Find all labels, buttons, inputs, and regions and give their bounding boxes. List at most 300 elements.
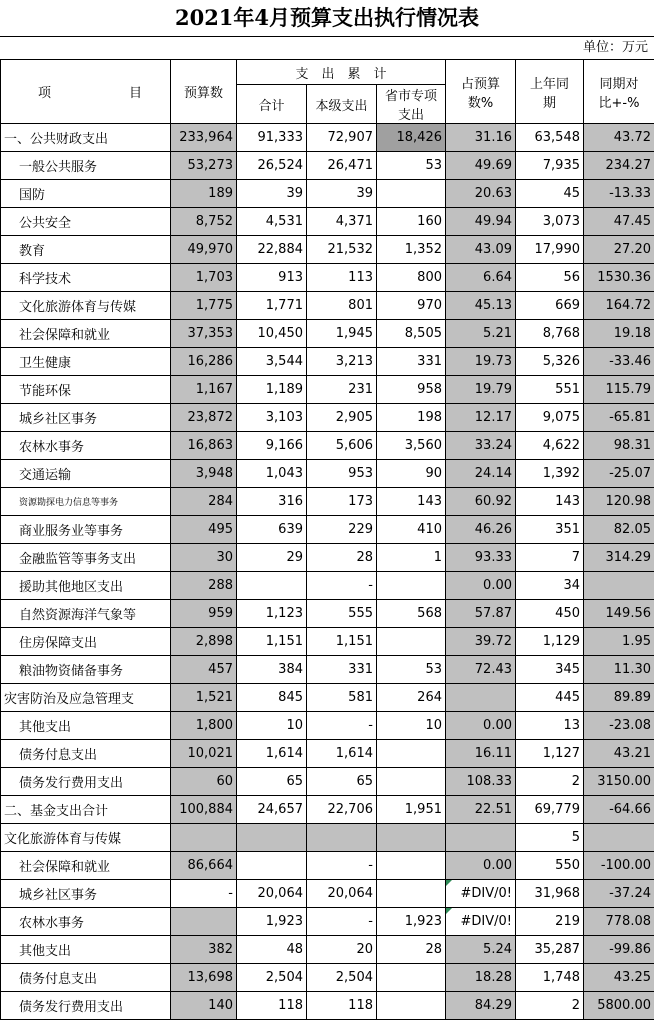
- cell-total: [237, 572, 307, 600]
- cell-last: 1,129: [516, 628, 584, 656]
- cell-last: 1,748: [516, 964, 584, 992]
- cell-last: 9,075: [516, 404, 584, 432]
- cell-last: 31,968: [516, 880, 584, 908]
- cell-yoy: 234.27: [584, 152, 654, 180]
- cell-last: 351: [516, 516, 584, 544]
- cell-total: 10,450: [237, 320, 307, 348]
- cell-last: 5: [516, 824, 584, 852]
- table-row: [1, 936, 654, 964]
- cell-special: 1,352: [377, 236, 446, 264]
- table-row: [1, 852, 654, 880]
- cell-local: 2,905: [307, 404, 377, 432]
- row-label: 农林水事务: [1, 908, 171, 936]
- cell-pct: 5.21: [446, 320, 516, 348]
- cell-pct: 19.73: [446, 348, 516, 376]
- cell-last: 5,326: [516, 348, 584, 376]
- cell-pct: 72.43: [446, 656, 516, 684]
- cell-budget: 233,964: [171, 124, 237, 152]
- cell-special: [377, 992, 446, 1020]
- header-pct: 占预算 数%: [446, 60, 516, 124]
- cell-special: [377, 964, 446, 992]
- cell-pct: 43.09: [446, 236, 516, 264]
- table-row: [1, 572, 654, 600]
- table-row: [1, 152, 654, 180]
- cell-special: 8,505: [377, 320, 446, 348]
- cell-total: 118: [237, 992, 307, 1020]
- cell-yoy: 164.72: [584, 292, 654, 320]
- cell-local: 20,064: [307, 880, 377, 908]
- row-label: 社会保障和就业: [1, 852, 171, 880]
- cell-budget: 30: [171, 544, 237, 572]
- cell-yoy: 89.89: [584, 684, 654, 712]
- cell-yoy: 1.95: [584, 628, 654, 656]
- cell-last: 551: [516, 376, 584, 404]
- cell-yoy: 149.56: [584, 600, 654, 628]
- row-label: 援助其他地区支出: [1, 572, 171, 600]
- row-label: 城乡社区事务: [1, 880, 171, 908]
- cell-total: 10: [237, 712, 307, 740]
- cell-special: 90: [377, 460, 446, 488]
- cell-local: 173: [307, 488, 377, 516]
- cell-budget: 23,872: [171, 404, 237, 432]
- table-row: [1, 684, 654, 712]
- cell-pct: 19.79: [446, 376, 516, 404]
- cell-pct: 57.87: [446, 600, 516, 628]
- cell-special: 53: [377, 656, 446, 684]
- cell-yoy: 43.25: [584, 964, 654, 992]
- cell-local: 113: [307, 264, 377, 292]
- cell-special: [377, 880, 446, 908]
- cell-total: 1,189: [237, 376, 307, 404]
- table-row: [1, 880, 654, 908]
- cell-pct: 22.51: [446, 796, 516, 824]
- table-row: [1, 740, 654, 768]
- cell-budget: 284: [171, 488, 237, 516]
- cell-total: 48: [237, 936, 307, 964]
- cell-yoy: -13.33: [584, 180, 654, 208]
- cell-special: [377, 852, 446, 880]
- cell-budget: 1,800: [171, 712, 237, 740]
- table-row: [1, 292, 654, 320]
- cell-total: 22,884: [237, 236, 307, 264]
- cell-local: 1,945: [307, 320, 377, 348]
- cell-budget: 37,353: [171, 320, 237, 348]
- cell-total: 913: [237, 264, 307, 292]
- row-label: 公共安全: [1, 208, 171, 236]
- cell-pct: 0.00: [446, 712, 516, 740]
- cell-budget: [171, 824, 237, 852]
- cell-yoy: 1530.36: [584, 264, 654, 292]
- cell-yoy: 47.45: [584, 208, 654, 236]
- cell-total: 1,771: [237, 292, 307, 320]
- cell-total: 3,103: [237, 404, 307, 432]
- cell-special: 160: [377, 208, 446, 236]
- cell-local: 21,532: [307, 236, 377, 264]
- cell-special: 331: [377, 348, 446, 376]
- row-label: 农林水事务: [1, 432, 171, 460]
- cell-total: 316: [237, 488, 307, 516]
- cell-budget: 189: [171, 180, 237, 208]
- cell-special: 10: [377, 712, 446, 740]
- cell-budget: 1,521: [171, 684, 237, 712]
- table-row: [1, 208, 654, 236]
- table-row: [1, 432, 654, 460]
- cell-local: 39: [307, 180, 377, 208]
- cell-budget: 86,664: [171, 852, 237, 880]
- cell-pct: 6.64: [446, 264, 516, 292]
- cell-yoy: -64.66: [584, 796, 654, 824]
- cell-last: 2: [516, 992, 584, 1020]
- cell-local: 3,213: [307, 348, 377, 376]
- cell-total: 1,123: [237, 600, 307, 628]
- cell-budget: 2,898: [171, 628, 237, 656]
- row-label: 商业服务业等事务: [1, 516, 171, 544]
- cell-total: 91,333: [237, 124, 307, 152]
- cell-pct: 93.33: [446, 544, 516, 572]
- table-row: [1, 768, 654, 796]
- header-cumulative: 支 出 累 计: [237, 60, 446, 85]
- table-row: [1, 348, 654, 376]
- cell-budget: 16,286: [171, 348, 237, 376]
- cell-special: 800: [377, 264, 446, 292]
- cell-pct: 108.33: [446, 768, 516, 796]
- cell-pct: 31.16: [446, 124, 516, 152]
- cell-pct: #DIV/0!: [446, 880, 516, 908]
- cell-local: [307, 824, 377, 852]
- table-row: [1, 824, 654, 852]
- cell-total: 1,614: [237, 740, 307, 768]
- cell-last: 35,287: [516, 936, 584, 964]
- cell-total: 26,524: [237, 152, 307, 180]
- cell-local: 5,606: [307, 432, 377, 460]
- cell-total: 1,923: [237, 908, 307, 936]
- cell-pct: 45.13: [446, 292, 516, 320]
- row-label: 债务发行费用支出: [1, 992, 171, 1020]
- cell-budget: 959: [171, 600, 237, 628]
- row-label: 国防: [1, 180, 171, 208]
- cell-last: 7: [516, 544, 584, 572]
- cell-pct: 12.17: [446, 404, 516, 432]
- cell-local: 72,907: [307, 124, 377, 152]
- cell-local: 20: [307, 936, 377, 964]
- table-row: [1, 516, 654, 544]
- cell-local: 26,471: [307, 152, 377, 180]
- cell-yoy: [584, 572, 654, 600]
- cell-pct: [446, 684, 516, 712]
- table-row: [1, 628, 654, 656]
- row-label: 债务付息支出: [1, 740, 171, 768]
- page-title: 2021年4月预算支出执行情况表: [0, 0, 654, 36]
- cell-budget: 100,884: [171, 796, 237, 824]
- cell-budget: 3,948: [171, 460, 237, 488]
- row-label: 卫生健康: [1, 348, 171, 376]
- row-label: 债务发行费用支出: [1, 768, 171, 796]
- cell-last: 345: [516, 656, 584, 684]
- cell-special: 53: [377, 152, 446, 180]
- cell-last: 2: [516, 768, 584, 796]
- cell-budget: 382: [171, 936, 237, 964]
- cell-yoy: -37.24: [584, 880, 654, 908]
- cell-total: [237, 852, 307, 880]
- table-row: [1, 404, 654, 432]
- cell-last: 143: [516, 488, 584, 516]
- cell-local: 231: [307, 376, 377, 404]
- cell-local: 801: [307, 292, 377, 320]
- cell-budget: [171, 908, 237, 936]
- cell-yoy: -99.86: [584, 936, 654, 964]
- cell-special: 143: [377, 488, 446, 516]
- cell-special: 198: [377, 404, 446, 432]
- cell-last: 8,768: [516, 320, 584, 348]
- cell-last: 1,392: [516, 460, 584, 488]
- table-row: [1, 544, 654, 572]
- cell-total: 65: [237, 768, 307, 796]
- cell-total: 384: [237, 656, 307, 684]
- cell-special: 28: [377, 936, 446, 964]
- row-label: 社会保障和就业: [1, 320, 171, 348]
- cell-special: 1,923: [377, 908, 446, 936]
- table-row: [1, 236, 654, 264]
- cell-budget: 288: [171, 572, 237, 600]
- cell-yoy: 5800.00: [584, 992, 654, 1020]
- cell-budget: 60: [171, 768, 237, 796]
- cell-local: 331: [307, 656, 377, 684]
- cell-local: -: [307, 712, 377, 740]
- row-label: 一、公共财政支出: [1, 124, 171, 152]
- cell-pct: 20.63: [446, 180, 516, 208]
- cell-budget: 457: [171, 656, 237, 684]
- cell-local: 1,614: [307, 740, 377, 768]
- cell-special: [377, 572, 446, 600]
- table-row: [1, 488, 654, 516]
- cell-special: 3,560: [377, 432, 446, 460]
- cell-pct: 18.28: [446, 964, 516, 992]
- cell-local: 581: [307, 684, 377, 712]
- cell-last: 56: [516, 264, 584, 292]
- header-lastyear: 上年同 期: [516, 60, 584, 124]
- header-budget: 预算数: [171, 60, 237, 124]
- cell-local: -: [307, 908, 377, 936]
- cell-yoy: [584, 824, 654, 852]
- cell-last: 550: [516, 852, 584, 880]
- cell-total: 1,043: [237, 460, 307, 488]
- table-row: [1, 460, 654, 488]
- row-label: 文化旅游体育与传媒: [1, 292, 171, 320]
- cell-pct: 49.69: [446, 152, 516, 180]
- cell-special: [377, 824, 446, 852]
- cell-pct: 24.14: [446, 460, 516, 488]
- cell-last: 445: [516, 684, 584, 712]
- table-row: [1, 376, 654, 404]
- cell-pct: 39.72: [446, 628, 516, 656]
- cell-last: 450: [516, 600, 584, 628]
- cell-budget: 10,021: [171, 740, 237, 768]
- cell-total: 20,064: [237, 880, 307, 908]
- cell-budget: 1,167: [171, 376, 237, 404]
- cell-budget: 13,698: [171, 964, 237, 992]
- cell-local: 1,151: [307, 628, 377, 656]
- cell-last: 4,622: [516, 432, 584, 460]
- cell-pct: 16.11: [446, 740, 516, 768]
- cell-special: 410: [377, 516, 446, 544]
- cell-budget: 495: [171, 516, 237, 544]
- cell-last: 7,935: [516, 152, 584, 180]
- cell-local: 28: [307, 544, 377, 572]
- cell-local: -: [307, 852, 377, 880]
- row-label: 一般公共服务: [1, 152, 171, 180]
- row-label: 城乡社区事务: [1, 404, 171, 432]
- row-label: 自然资源海洋气象等: [1, 600, 171, 628]
- cell-pct: 46.26: [446, 516, 516, 544]
- cell-total: 9,166: [237, 432, 307, 460]
- row-label: 其他支出: [1, 712, 171, 740]
- cell-yoy: 19.18: [584, 320, 654, 348]
- cell-yoy: 27.20: [584, 236, 654, 264]
- cell-special: [377, 740, 446, 768]
- cell-last: 69,779: [516, 796, 584, 824]
- cell-last: 219: [516, 908, 584, 936]
- table-row: [1, 124, 654, 152]
- row-label: 资源勘探电力信息等事务: [1, 488, 171, 516]
- cell-last: 17,990: [516, 236, 584, 264]
- cell-special: [377, 180, 446, 208]
- cell-local: 4,371: [307, 208, 377, 236]
- table-row: [1, 796, 654, 824]
- cell-local: 2,504: [307, 964, 377, 992]
- row-label: 债务付息支出: [1, 964, 171, 992]
- table-row: [1, 908, 654, 936]
- cell-budget: 1,775: [171, 292, 237, 320]
- cell-yoy: 98.31: [584, 432, 654, 460]
- cell-yoy: -100.00: [584, 852, 654, 880]
- cell-yoy: -33.46: [584, 348, 654, 376]
- row-label: 灾害防治及应急管理支: [1, 684, 171, 712]
- cell-yoy: 43.72: [584, 124, 654, 152]
- cell-total: 29: [237, 544, 307, 572]
- cell-pct: [446, 824, 516, 852]
- cell-special: 18,426: [377, 124, 446, 152]
- cell-budget: -: [171, 880, 237, 908]
- cell-budget: 53,273: [171, 152, 237, 180]
- cell-last: 45: [516, 180, 584, 208]
- cell-yoy: 115.79: [584, 376, 654, 404]
- cell-local: 65: [307, 768, 377, 796]
- cell-yoy: -23.08: [584, 712, 654, 740]
- cell-budget: 1,703: [171, 264, 237, 292]
- cell-last: 3,073: [516, 208, 584, 236]
- cell-yoy: 3150.00: [584, 768, 654, 796]
- cell-special: [377, 768, 446, 796]
- cell-local: 22,706: [307, 796, 377, 824]
- table-row: [1, 180, 654, 208]
- cell-local: 229: [307, 516, 377, 544]
- cell-pct: 84.29: [446, 992, 516, 1020]
- row-label: 粮油物资储备事务: [1, 656, 171, 684]
- cell-last: 34: [516, 572, 584, 600]
- cell-pct: 0.00: [446, 852, 516, 880]
- unit-label: 单位：万元: [0, 36, 654, 59]
- table-row: [1, 320, 654, 348]
- cell-special: 970: [377, 292, 446, 320]
- cell-yoy: 11.30: [584, 656, 654, 684]
- row-label: 节能环保: [1, 376, 171, 404]
- cell-budget: 140: [171, 992, 237, 1020]
- cell-total: [237, 824, 307, 852]
- cell-last: 13: [516, 712, 584, 740]
- cell-total: 39: [237, 180, 307, 208]
- cell-last: 63,548: [516, 124, 584, 152]
- cell-yoy: -25.07: [584, 460, 654, 488]
- cell-local: 555: [307, 600, 377, 628]
- cell-local: 118: [307, 992, 377, 1020]
- cell-total: 2,504: [237, 964, 307, 992]
- header-item: 项 目: [1, 60, 171, 124]
- cell-last: 669: [516, 292, 584, 320]
- cell-special: 1,951: [377, 796, 446, 824]
- cell-total: 24,657: [237, 796, 307, 824]
- cell-special: 568: [377, 600, 446, 628]
- cell-yoy: 43.21: [584, 740, 654, 768]
- row-label: 住房保障支出: [1, 628, 171, 656]
- row-label: 交通运输: [1, 460, 171, 488]
- table-row: [1, 600, 654, 628]
- cell-special: 1: [377, 544, 446, 572]
- cell-local: -: [307, 572, 377, 600]
- row-label: 金融监管等事务支出: [1, 544, 171, 572]
- table-row: [1, 656, 654, 684]
- cell-budget: 16,863: [171, 432, 237, 460]
- cell-pct: 0.00: [446, 572, 516, 600]
- table-row: [1, 992, 654, 1020]
- cell-total: 845: [237, 684, 307, 712]
- cell-total: 3,544: [237, 348, 307, 376]
- cell-yoy: 314.29: [584, 544, 654, 572]
- budget-table: [0, 59, 654, 1020]
- cell-last: 1,127: [516, 740, 584, 768]
- table-row: [1, 964, 654, 992]
- header-special: 省市专项 支出: [377, 85, 446, 124]
- row-label: 文化旅游体育与传媒: [1, 824, 171, 852]
- row-label: 教育: [1, 236, 171, 264]
- cell-pct: 33.24: [446, 432, 516, 460]
- cell-yoy: -65.81: [584, 404, 654, 432]
- cell-yoy: 120.98: [584, 488, 654, 516]
- header-local: 本级支出: [307, 85, 377, 124]
- cell-total: 4,531: [237, 208, 307, 236]
- cell-pct: 60.92: [446, 488, 516, 516]
- cell-special: 264: [377, 684, 446, 712]
- cell-total: 639: [237, 516, 307, 544]
- row-label: 二、基金支出合计: [1, 796, 171, 824]
- cell-pct: #DIV/0!: [446, 908, 516, 936]
- cell-total: 1,151: [237, 628, 307, 656]
- header-row-1: [1, 60, 654, 85]
- cell-budget: 8,752: [171, 208, 237, 236]
- cell-local: 953: [307, 460, 377, 488]
- cell-special: 958: [377, 376, 446, 404]
- cell-yoy: 778.08: [584, 908, 654, 936]
- cell-pct: 5.24: [446, 936, 516, 964]
- cell-special: [377, 628, 446, 656]
- cell-budget: 49,970: [171, 236, 237, 264]
- row-label: 科学技术: [1, 264, 171, 292]
- row-label: 其他支出: [1, 936, 171, 964]
- cell-yoy: 82.05: [584, 516, 654, 544]
- table-row: [1, 712, 654, 740]
- header-total: 合计: [237, 85, 307, 124]
- cell-pct: 49.94: [446, 208, 516, 236]
- table-row: [1, 264, 654, 292]
